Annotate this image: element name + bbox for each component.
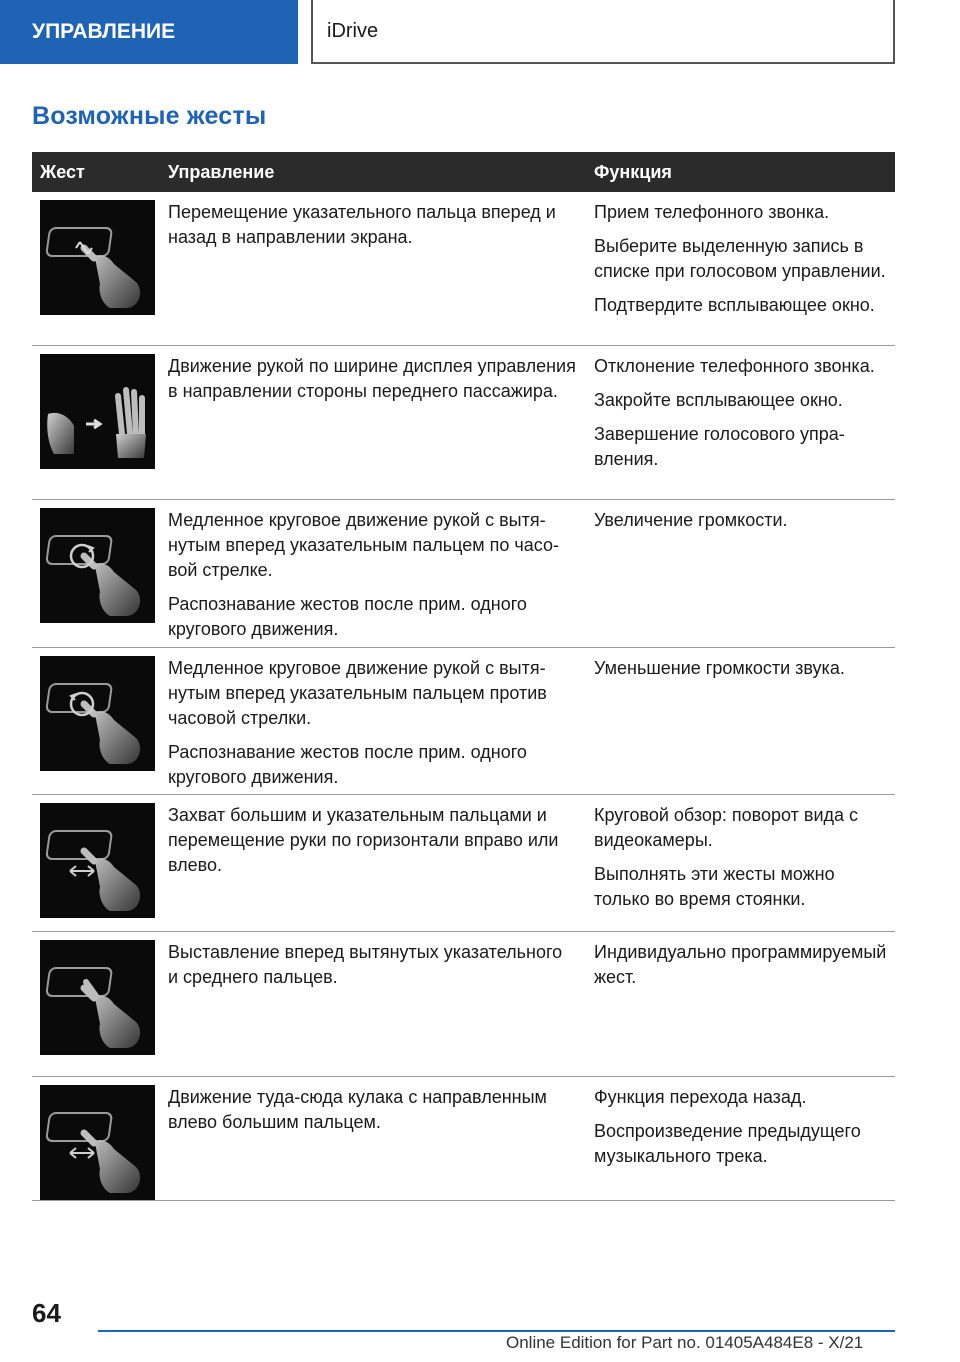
gesture-two-fingers-icon [40, 940, 155, 1055]
column-header-gesture: Жест [40, 161, 85, 182]
function-text: Выполнять эти жесты можно только во время стоянки. [594, 864, 835, 909]
function-text: Прием телефонного звонка. [594, 202, 830, 222]
chapter-title: iDrive [311, 0, 895, 64]
control-text: Медленное круговое движение рукой с вытянутым вперед указательным пальцем против часовой стрелки. [168, 658, 547, 728]
control-cell [158, 192, 582, 259]
control-cell [158, 932, 582, 999]
control-text: Распознавание жестов после прим. одного кругового движения. [168, 742, 527, 787]
gesture-rotate-counterclockwise-icon [40, 656, 155, 771]
function-text: Закройте всплывающее окно. [594, 390, 843, 410]
control-text: Движение рукой по ширине дисплея управления в направлении стороны переднего пассажира. [168, 356, 576, 401]
gesture-cell [32, 932, 158, 1055]
table-body [32, 192, 895, 1201]
column-header-control: Управление [168, 161, 275, 182]
footer-divider [98, 1330, 895, 1332]
gesture-grab-move-icon [40, 803, 155, 918]
control-text: Распознавание жестов после прим. одного кругового движения. [168, 594, 527, 639]
page-title: Возможные жесты [32, 102, 267, 130]
table-row [32, 795, 895, 932]
table-row [32, 1077, 895, 1201]
control-cell [158, 346, 582, 413]
gesture-fist-thumb-icon [40, 1085, 155, 1200]
function-text: Увеличение громкости. [594, 510, 788, 530]
function-text: Завершение голосового управления. [594, 424, 845, 469]
table-row [32, 346, 895, 500]
gesture-cell [32, 795, 158, 918]
function-cell [582, 192, 895, 327]
gesture-swipe-hand-icon [40, 354, 155, 469]
table-row [32, 648, 895, 795]
table-header [32, 152, 895, 192]
table-row [32, 500, 895, 648]
control-cell [158, 500, 582, 651]
control-text: Медленное круговое движение рукой с вытянутым вперед указательным пальцем по часовой стрелке. [168, 510, 559, 580]
gesture-cell [32, 192, 158, 315]
function-text: Функция перехода назад. [594, 1087, 807, 1107]
gesture-point-forward-back-icon [40, 200, 155, 315]
function-cell [582, 648, 895, 690]
function-text: Отклонение телефонного звонка. [594, 356, 875, 376]
page-number: 64 [32, 1298, 61, 1328]
gesture-table [32, 152, 895, 1201]
control-text: Движение туда-сюда кулака с направленным влево большим пальцем. [168, 1087, 547, 1132]
gesture-cell [32, 500, 158, 623]
gesture-rotate-clockwise-icon [40, 508, 155, 623]
function-text: Индивидуально программируемый жест. [594, 942, 887, 987]
control-cell [158, 795, 582, 887]
column-header-function: Функция [594, 161, 672, 182]
gesture-cell [32, 346, 158, 469]
function-cell [582, 932, 895, 999]
function-cell [582, 346, 895, 481]
table-row [32, 932, 895, 1077]
table-row [32, 192, 895, 346]
function-cell [582, 795, 895, 921]
gesture-cell [32, 1077, 158, 1200]
control-text: Захват большим и указательным пальцами и перемещение руки по горизонтали вправо или влево. [168, 805, 559, 875]
section-tab: УПРАВЛЕНИЕ [0, 0, 298, 64]
function-cell [582, 500, 895, 542]
function-cell [582, 1077, 895, 1178]
control-cell [158, 648, 582, 799]
function-text: Круговой обзор: поворот вида с видеокамеры. [594, 805, 859, 850]
function-text: Воспроизведение предыдущего музыкального трека. [594, 1121, 861, 1166]
edition-note: Online Edition for Part no. 01405A484E8 - X/21 [506, 1333, 864, 1352]
gesture-cell [32, 648, 158, 771]
function-text: Уменьшение громкости звука. [594, 658, 845, 678]
control-text: Выставление вперед вытянутых указательного и среднего пальцев. [168, 942, 563, 987]
function-text: Выберите выделенную запись в списке при голосовом управлении. [594, 236, 886, 281]
control-text: Перемещение указательного пальца вперед и назад в направлении экрана. [168, 202, 556, 247]
control-cell [158, 1077, 582, 1144]
function-text: Подтвердите всплывающее окно. [594, 295, 875, 315]
